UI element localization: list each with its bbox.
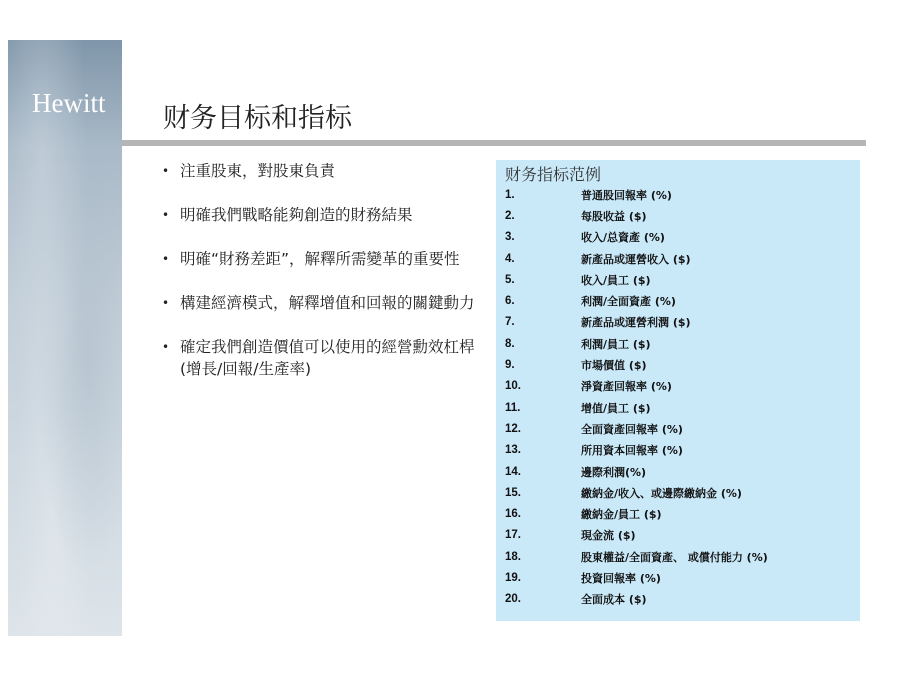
metrics-list [505,184,768,610]
metric-text: 現金流 ($) [581,529,636,543]
metric-item [505,482,768,503]
metric-number: 17. [505,529,521,542]
metric-text: 股東權益/全面資產、 或償付能力 (%) [581,550,768,564]
metric-text: 邊際利潤(%) [581,465,647,479]
metric-text: 增值/員工 ($) [581,401,651,415]
metric-text: 全面成本 ($) [581,593,647,607]
bullet-item [162,292,482,314]
metric-number: 12. [505,422,521,435]
metric-number: 7. [505,316,515,329]
metric-number: 15. [505,486,521,499]
metric-number: 9. [505,359,515,372]
bullet-item [162,160,482,182]
bullet-text: 確定我們創造價值可以使用的經營勳效杠桿(增長/回報/生產率) [180,338,475,378]
bullet-text: 明確“財務差距”，解釋所需變革的重要性 [180,250,460,268]
bullet-dot-icon: • [162,164,170,178]
metric-item [505,205,768,226]
metric-item [505,461,768,482]
metric-number: 18. [505,550,521,563]
bullet-text: 明確我們戰略能夠創造的財務結果 [180,206,413,224]
metric-item [505,589,768,610]
metric-number: 5. [505,273,515,286]
decorative-sidebar [8,40,122,636]
metric-number: 10. [505,380,521,393]
page-title: 财务目标和指标 [163,103,352,134]
metric-number: 1. [505,188,515,201]
sidebar-map-texture [8,40,122,636]
bullet-text: 注重股東，對股東負責 [180,162,336,180]
metric-text: 市場價值 ($) [581,359,647,373]
metric-item [505,312,768,333]
metric-number: 2. [505,209,515,222]
metric-text: 利潤/員工 ($) [581,337,651,351]
metric-number: 16. [505,508,521,521]
metrics-panel [496,160,860,621]
metric-text: 新產品或運營收入 ($) [581,252,691,266]
bullet-dot-icon: • [162,340,170,354]
metric-number: 6. [505,295,515,308]
metric-number: 3. [505,231,515,244]
metric-number: 4. [505,252,515,265]
bullet-list [162,160,482,380]
metric-text: 全面資產回報率 (%) [581,422,683,436]
metric-text: 每股收益 ($) [581,209,647,223]
bullet-text: 構建經濟模式，解釋增值和回報的關鍵動力 [180,294,475,312]
metric-item [505,227,768,248]
metric-item [505,269,768,290]
panel-title: 财务指标范例 [505,165,602,184]
metric-text: 普通股回報率 (%) [581,188,672,202]
metric-number: 8. [505,337,515,350]
metric-number: 19. [505,571,521,584]
metric-text: 所用資本回報率 (%) [581,444,683,458]
metric-number: 14. [505,465,521,478]
bullet-item [162,248,482,270]
metric-text: 新產品或運營利潤 ($) [581,316,691,330]
bullet-item [162,336,482,380]
metric-item [505,546,768,567]
metric-number: 20. [505,593,521,606]
metric-item [505,333,768,354]
metric-item [505,354,768,375]
metric-text: 收入/員工 ($) [581,273,651,287]
metric-item [505,503,768,524]
metric-text: 淨資產回報率 (%) [581,380,672,394]
metric-item [505,525,768,546]
metric-text: 繳納金/收入、或邊際繳納金 (%) [581,486,742,500]
metric-number: 13. [505,444,521,457]
metric-number: 11. [505,401,521,414]
metric-text: 投資回報率 (%) [581,571,661,585]
title-divider [122,140,866,146]
metric-item [505,418,768,439]
metric-item [505,397,768,418]
brand-logo: Hewitt [32,88,106,118]
metric-item [505,376,768,397]
bullet-dot-icon: • [162,208,170,222]
bullet-dot-icon: • [162,252,170,266]
metric-item [505,440,768,461]
metric-item [505,290,768,311]
metric-item [505,248,768,269]
bullet-dot-icon: • [162,296,170,310]
bullet-item [162,204,482,226]
metric-text: 收入/总資產 (%) [581,231,665,245]
metric-text: 利潤/全面資產 (%) [581,295,676,309]
metric-item [505,567,768,588]
metric-item [505,184,768,205]
metric-text: 繳納金/員工 ($) [581,508,662,522]
